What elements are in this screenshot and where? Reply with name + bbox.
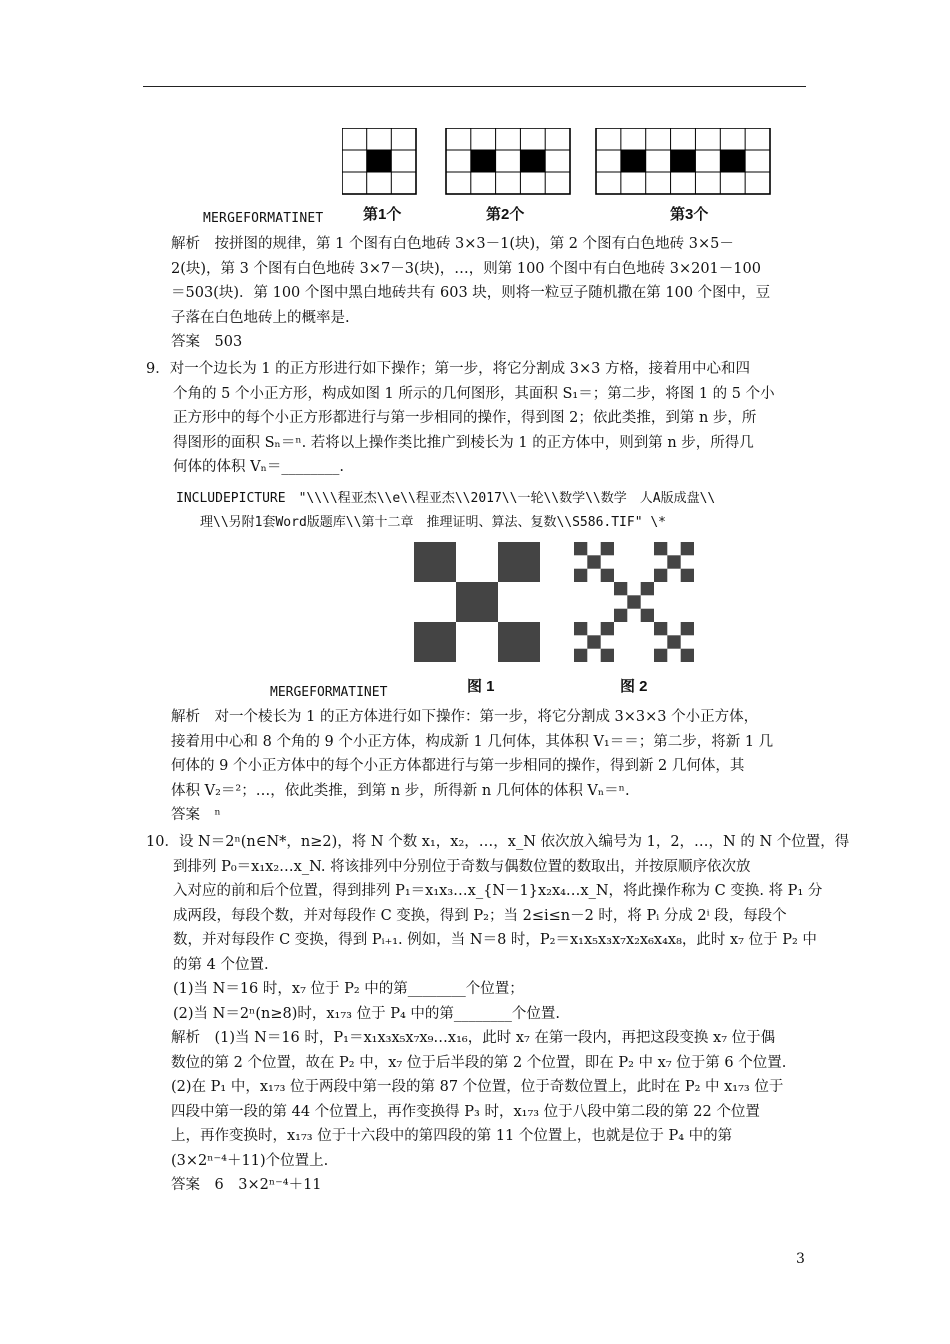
answer-8: 答案 503 (171, 334, 243, 350)
text-line: 9．对一个边长为 1 的正方形进行如下操作；第一步，将它分割成 3×3 方格，接着用中心和四 (146, 361, 750, 377)
question-10 (146, 830, 850, 1026)
include-picture-field (176, 487, 715, 535)
fractal-step-1 (414, 542, 540, 662)
text-line: 入对应的前和后个位置，得到排列 P₁＝x₁x₃…x_{N－1}x₂x₄…x_N，将此操作称为 C 变换. 将 P₁ 分 (173, 883, 823, 899)
text-line: 体积 V₂＝²；…，依此类推，到第 n 步，所得新 n 几何体的体积 Vₙ＝ⁿ. (171, 782, 630, 799)
text-line: 接着用中心和 8 个角的 9 个小正方体，构成新 1 几何体，其体积 V₁＝＝；第二步，将新 1 几 (171, 733, 774, 750)
text-line: 何体的 9 个小正方体中的每个小正方体都进行与第一步相同的操作，得到新 2 几何体，其 (171, 758, 745, 774)
text-line: 上，再作变换时，x₁₇₃ 位于十六段中的第四段的第 11 个位置上，也就是位于 P₄ 中的第 (171, 1128, 733, 1144)
text-line: 到排列 P₀＝x₁x₂…x_N. 将该排列中分别位于奇数与偶数位置的数取出，并按原顺序依次放 (173, 858, 751, 875)
text-line: 何体的体积 Vₙ＝________. (173, 459, 344, 475)
sub-question: (1)当 N＝16 时，x₇ 位于 P₂ 中的第________个位置； (173, 981, 524, 997)
field-line: INCLUDEPICTURE "\\\\程亚杰\\e\\程亚杰\\2017\\一轮\\数学\\数学 人A版成盘\\ (176, 491, 716, 506)
text-line: 个角的 5 个小正方形，构成如图 1 所示的几何图形，其面积 S₁＝；第二步，将图 1 的 5 个小 (173, 385, 775, 402)
sub-question: (2)当 N＝2ⁿ(n≥8)时，x₁₇₃ 位于 P₄ 中的第________个位置. (173, 1005, 560, 1022)
solution-9 (171, 705, 811, 828)
fractal-figure (410, 540, 700, 680)
text-line: 四段中第一段的第 44 个位置上，再作变换得 P₃ 时，x₁₇₃ 位于八段中第二段的第 22 个位置 (171, 1103, 760, 1120)
answer-10: 答案 6 3×2ⁿ⁻⁴＋11 (171, 1177, 322, 1193)
caption-pattern-3: 第3个 (670, 206, 709, 223)
caption-pattern-2: 第2个 (486, 206, 525, 223)
solution-10 (171, 1026, 811, 1198)
text-line: 解析 (1)当 N＝16 时，P₁＝x₁x₃x₅x₇x₉…x₁₆，此时 x₇ 在第一段内，再把这段变换 x₇ 位于偶 (171, 1030, 776, 1046)
tile-pattern-1 (342, 128, 416, 194)
field-line: 理\\另附1套Word版题库\\第十二章 推理证明、算法、复数\\S586.TIF" \* (200, 515, 667, 530)
text-line: 2(块)，第 3 个图有白色地砖 3×7－3(块)，…，则第 100 个图中有白色地砖 3×201－100 (171, 260, 761, 277)
text-line: 的第 4 个位置. (173, 956, 269, 973)
caption-figure-1: 图 1 (467, 678, 495, 695)
text-line: 数，并对每段作 C 变换，得到 Pᵢ₊₁. 例如，当 N＝8 时，P₂＝x₁x₅x₃x₇x₂x₆x₄x₈，此时 x₇ 位于 P₂ 中 (173, 932, 817, 948)
field-code-b: MERGEFORMATINET (270, 685, 388, 700)
text-line: 正方形中的每个小正方形都进行与第一步相同的操作，得到图 2；依此类推，到第 n 步，所 (173, 410, 757, 426)
text-line: 解析 按拼图的规律，第 1 个图有白色地砖 3×3－1(块)，第 2 个图有白色地砖 3×5－ (171, 236, 734, 252)
question-9 (146, 357, 811, 480)
text-line: 成两段，每段个数，并对每段作 C 变换，得到 P₂；当 2≤i≤n－2 时，将 Pᵢ 分成 2ⁱ 段，每段个 (173, 907, 787, 924)
fractal-step-2 (574, 542, 694, 662)
field-code-a: MERGEFORMATINET (203, 211, 324, 226)
text-line: 子落在白色地砖上的概率是. (171, 309, 350, 326)
text-line: 解析 对一个棱长为 1 的正方体进行如下操作：第一步，将它分割成 3×3×3 个小正方体， (171, 709, 759, 725)
caption-pattern-1: 第1个 (363, 206, 402, 223)
text-line: 数位的第 2 个位置，故在 P₂ 中，x₇ 位于后半段的第 2 个位置，即在 P₂ 中 x₇ 位于第 6 个位置. (171, 1054, 787, 1071)
caption-figure-2: 图 2 (620, 678, 648, 695)
tile-pattern-2 (446, 128, 570, 194)
page-number: 3 (796, 1251, 805, 1267)
solution-8 (171, 232, 811, 355)
header-rule (143, 86, 806, 87)
tile-pattern-3 (596, 128, 770, 194)
text-line: (3×2ⁿ⁻⁴＋11)个位置上. (171, 1152, 329, 1169)
text-line: (2)在 P₁ 中，x₁₇₃ 位于两段中第一段的第 87 个位置，位于奇数位置上，此时在 P₂ 中 x₁₇₃ 位于 (171, 1079, 784, 1095)
text-line: 10．设 N＝2ⁿ(n∈N*，n≥2)，将 N 个数 x₁，x₂，…，x_N 依次放入编号为 1，2，…，N 的 N 个位置，得 (146, 834, 850, 850)
text-line: 得图形的面积 Sₙ＝ⁿ. 若将以上操作类比推广到棱长为 1 的正方体中，则到第 n 步，所得几 (173, 434, 754, 451)
text-line: ＝503(块)．第 100 个图中黑白地砖共有 603 块，则将一粒豆子随机撒在第 100 个图中，豆 (171, 285, 771, 301)
answer-9: 答案 ⁿ (171, 807, 221, 823)
